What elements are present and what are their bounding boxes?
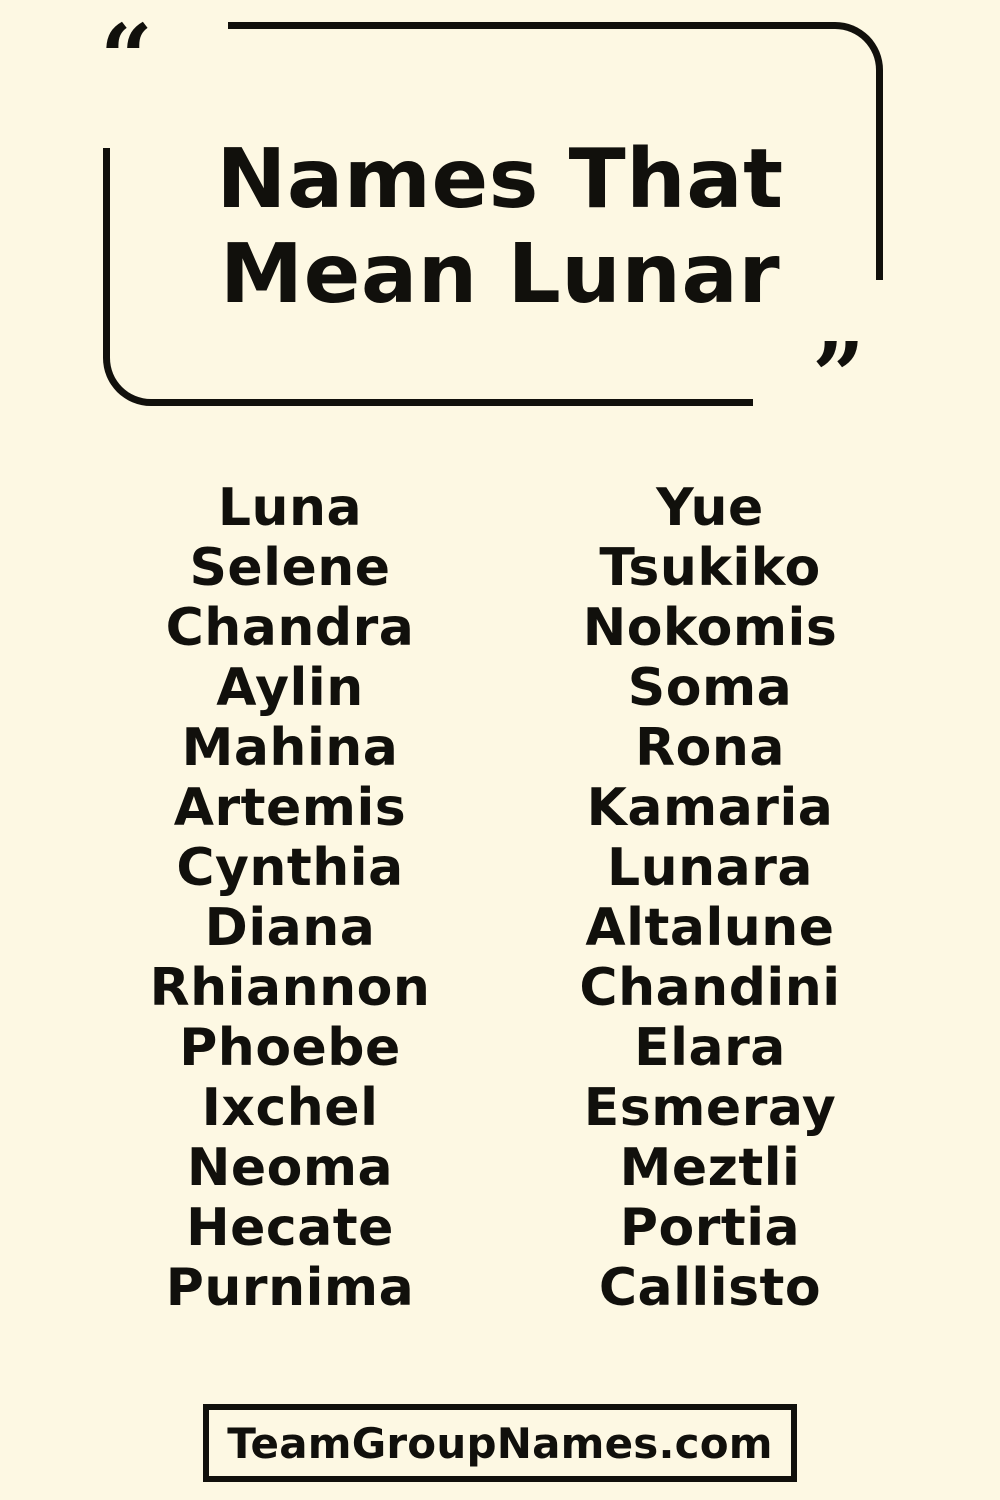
list-item: Selene [189,538,391,598]
list-item: Neoma [186,1138,394,1198]
page-title-line-2: Mean Lunar [219,227,781,323]
list-item: Kamaria [586,778,834,838]
title-block [0,0,1000,440]
names-column-right [500,478,920,1318]
list-item: Ixchel [201,1078,379,1138]
list-item: Soma [627,658,793,718]
names-column-left [80,478,500,1318]
list-item: Yue [656,478,764,538]
quote-open-icon: “ [100,4,151,112]
list-item: Hecate [186,1198,394,1258]
list-item: Chandra [165,598,415,658]
quote-close-icon: ” [812,322,863,430]
list-item: Aylin [216,658,364,718]
list-item: Rona [635,718,785,778]
list-item: Diana [204,898,376,958]
list-item: Meztli [619,1138,801,1198]
list-item: Luna [217,478,363,538]
names-list [0,478,1000,1318]
list-item: Mahina [181,718,399,778]
list-item: Cynthia [176,838,404,898]
list-item: Phoebe [179,1018,401,1078]
page-title [0,132,1000,322]
page-title-line-1: Names That [216,132,784,227]
list-item: Esmeray [583,1078,837,1138]
list-item: Artemis [173,778,407,838]
list-item: Purnima [165,1258,415,1318]
list-item: Tsukiko [599,538,821,598]
list-item: Rhiannon [149,958,431,1018]
list-item: Nokomis [582,598,838,658]
list-item: Chandini [579,958,841,1018]
list-item: Altalune [585,898,835,958]
list-item: Lunara [607,838,813,898]
list-item: Elara [634,1018,786,1078]
list-item: Portia [619,1198,801,1258]
footer-badge [203,1404,797,1482]
site-name: TeamGroupNames.com [227,1418,773,1468]
list-item: Callisto [598,1258,822,1318]
